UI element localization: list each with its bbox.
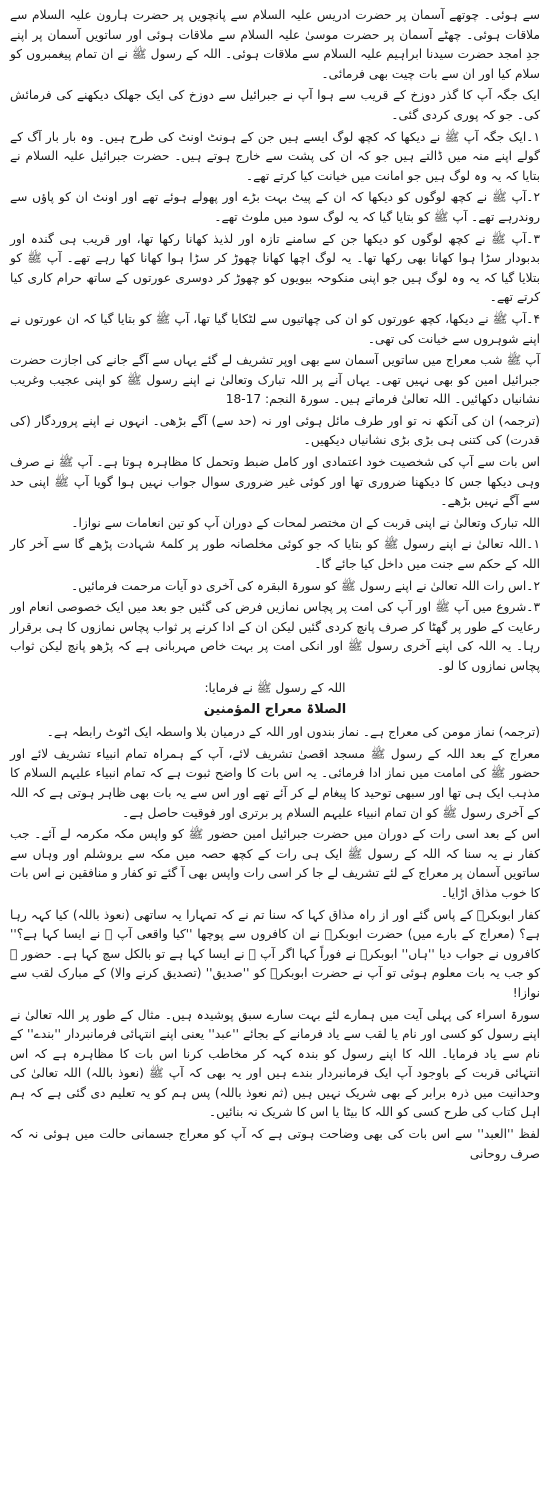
paragraph: اس بات سے آپ کی شخصیت خود اعتمادی اور کامل ضبط وتحمل کا مظاہرہ ہوتا ہے۔ آپ ﷺ نے صرف وہی دیکھا جس کا دیکھنا ضروری تھا اور کوئی غیر ضروری سوال جواب نہیں ہوا گویا آپ ﷺ اپنی حد سے آگے نہیں بڑھے۔ bbox=[10, 455, 540, 509]
paragraph: اللہ کے رسول ﷺ نے فرمایا: bbox=[204, 680, 346, 695]
paragraph: ۳۔آپ ﷺ نے کچھ لوگوں کو دیکھا جن کے سامنے تازہ اور لذیذ کھانا رکھا تھا، اور قریب ہی گندہ اور بدبودار سڑا ہوا کھانا بھی رکھا تھا۔ یہ لوگ اچھا کھانا چھوڑ کر سڑا ہوا کھانا کھا رہے تھے۔ آپ ﷺ کو بتلایا گیا کہ یہ وہ لوگ ہیں جو اپنی منکوحہ بیویوں کو چھوڑ کر دوسری عورتوں کے ساتھ حرام کاری کیا کرتے تھے۔ bbox=[10, 231, 540, 305]
paragraph: اس کے بعد اسی رات کے دوران میں حضرت جبرائیل امین حضور ﷺ کو واپس مکہ مکرمہ لے آئے۔ جب کفار نے یہ سنا کہ اللہ کے رسول ﷺ ایک ہی رات کے کچھ حصہ میں مکہ سے یروشلم اور وہاں سے ساتویں آسمان پر معراج کے لئے تشریف لے جا کر اسی رات واپس بھی آ گئے تو کفار و منافقین نے اس بات کا خوب مذاق اڑایا۔ bbox=[10, 827, 540, 900]
paragraph: معراج کے بعد اللہ کے رسول ﷺ مسجد اقصیٰ تشریف لائے، آپ کے ہمراہ تمام انبیاء تشریف لائے اور حضور ﷺ کی امامت میں نماز ادا فرمائی۔ یہ اس بات کا واضح ثبوت ہے کہ تمام انبیاء علیہم السلام کا مذہب ایک ہی تھا اور سبھی توحید کا پیغام لے کر آئے تھے اور اس سے یہ بات بھی ظاہر ہوتی ہے کہ اللہ کے آخری رسول ﷺ کو ان تمام انبیاء علیہم السلام پر برتری اور فوقیت حاصل ہے۔ bbox=[10, 746, 540, 820]
section-heading: الصلاۃ معراج المؤمنین bbox=[203, 702, 347, 718]
paragraph: ۴۔آپ ﷺ نے دیکھا، کچھ عورتوں کو ان کی چھاتیوں سے لٹکایا گیا تھا، آپ ﷺ کو بتایا گیا کہ ان عورتوں نے اپنے شوہروں سے خیانت کی تھی۔ bbox=[10, 311, 540, 346]
paragraph: کفار ابوبکرؓ کے پاس گئے اور از راہ مذاق کہا کہ سنا تم نے کہ تمہارا یہ ساتھی (نعوذ باللہ) کیا کہہ رہا ہے؟ (معراج کے بارے میں) حضرت ابوبکرؓ نے ان کافروں سے پوچھا ''کیا واقعی آپ ﷺ نے ایسا کہا ہے؟'' کافروں نے جواب دیا ''ہاں'' ابوبکرؓ نے فوراً کہا اگر آپ ﷺ نے ایسا کہا ہے تو بالکل سچ کہا ہے۔ حضور ﷺ کو جب یہ بات معلوم ہوئی تو آپ نے حضرت ابوبکرؓ کو ''صدیق'' (تصدیق کرنے والا) کے مبارک لقب سے نوازا! bbox=[10, 907, 540, 1000]
paragraph: سورۃ اسراء کی پہلی آیت میں ہمارے لئے بہت سارے سبق پوشیدہ ہیں۔ مثال کے طور پر اللہ تعالیٰ نے اپنے رسول کو کسی اور نام یا لقب سے یاد فرمانے کے بجائے ''عبد'' یعنی اپنے انتہائی فرمانبردار ''بندے'' کے نام سے یاد فرمایا۔ اللہ کا اپنے رسول کو بندہ کہہ کر مخاطب کرنا اس بات کا مظاہرہ ہے کہ اس انتہائی قربت کے باوجود آپ ایک فرمانبردار بندے ہیں اور یہ بھی کہ آپ ﷺ (نعوذ باللہ) اللہ تعالیٰ کی وحدانیت میں ذرہ برابر کے بھی شریک نہیں ہیں (ثم نعوذ باللہ) پس ہم کو یہ تعلیم دی گئی ہے کہ ہم اہل کتاب کی طرح کسی کو اللہ کا بیٹا یا اس کا شریک نہ بنائیں۔ bbox=[10, 1007, 540, 1120]
paragraph: ایک جگہ آپ کا گذر دوزخ کے قریب سے ہوا آپ نے جبرائیل سے دوزخ کی ایک جھلک دیکھنے کی فرمائش کی۔ جو کہ پوری کردی گئی۔ bbox=[10, 88, 540, 122]
paragraph: سے ہوئی۔ چوتھے آسمان پر حضرت ادریس علیہ السلام سے پانچویں پر حضرت ہارون علیہ السلام سے ملاقات ہوئی۔ چھٹے آسمان پر حضرت موسیٰ علیہ السلام سے ملاقات ہوئی اور ساتویں آسمان پر اپنے جدِ امجد حضرت سیدنا ابراہیم علیہ السلام سے ملاقات ہوئی۔ اللہ کے رسول ﷺ نے ان تمام پیغمبروں کو سلام کیا اور ان سے بات چیت بھی فرمائی۔ bbox=[10, 8, 540, 81]
paragraph: (ترجمہ) ان کی آنکھ نہ تو اور طرف مائل ہوئی اور نہ (حد سے) آگے بڑھی۔ انہوں نے اپنے پروردگار (کی قدرت) کی کتنی ہی بڑی بڑی نشانیاں دیکھیں۔ bbox=[10, 413, 540, 448]
paragraph: ۳۔شروع میں آپ ﷺ اور آپ کی امت پر پچاس نمازیں فرض کی گئیں جو بعد میں ایک خصوصی انعام اور رعایت کے طور پر گھٹا کر صرف پانچ کردی گئیں لیکن ان کے ادا کرنے پر ثواب پچاس نمازوں کا ہی برقرار رہا۔ یہ اللہ کی اپنے آخری رسول ﷺ اور انکی امت پر بہت خاص مہربانی ہے کہ پڑھو پانچ لیکن ثواب پچاس نمازوں کا لو۔ bbox=[10, 600, 540, 673]
paragraph: اللہ تبارک وتعالیٰ نے اپنی قربت کے ان مختصر لمحات کے دوران آپ کو تین انعامات سے نوازا۔ bbox=[71, 515, 540, 530]
paragraph: ۲۔آپ ﷺ نے کچھ لوگوں کو دیکھا کہ ان کے پیٹ بہت بڑے اور پھولے ہوئے تھے اور اونٹ ان کو پاؤں سے روندرہے تھے۔ آپ ﷺ کو بتایا گیا کہ یہ لوگ سود میں ملوث تھے۔ bbox=[10, 190, 540, 224]
paragraph: ۱۔ایک جگہ آپ ﷺ نے دیکھا کہ کچھ لوگ ایسے ہیں جن کے ہونٹ اونٹ کی طرح ہیں۔ وہ بار بار آگ کے گولے اپنے منہ میں ڈالتے ہیں جو کہ ان کی پشت سے خارج ہوتے ہیں۔ حضرت جبرائیل علیہ السلام نے بتایا کہ یہ وہ لوگ ہیں جو امانت میں خیانت کیا کرتے تھے۔ bbox=[10, 129, 540, 183]
paragraph: آپ ﷺ شب معراج میں ساتویں آسمان سے بھی اوپر تشریف لے گئے یہاں سے آگے جانے کی اجازت حضرت جبرائیل امین کو بھی نہیں تھی۔ یہاں آنے پر اللہ تبارک وتعالیٰ نے اپنے رسول ﷺ کو اپنی عجیب وغریب نشانیاں دکھائیں۔ اللہ تعالیٰ فرماتے ہیں۔ سورۃ النجم: 17-18 bbox=[10, 353, 540, 407]
paragraph: (ترجمہ) نماز مومن کی معراج ہے۔ نماز بندوں اور اللہ کے درمیان بلا واسطہ ایک اٹوٹ رابطہ ہے۔ bbox=[46, 725, 540, 740]
paragraph: ۲۔اس رات اللہ تعالیٰ نے اپنے رسول ﷺ کو سورۃ البقرہ کی آخری دو آیات مرحمت فرمائیں۔ bbox=[71, 578, 540, 593]
paragraph: لفظ ''العبد'' سے اس بات کی بھی وضاحت ہوتی ہے کہ آپ کو معراج جسمانی حالت میں ہوئی نہ کہ صرف روحانی bbox=[10, 1127, 540, 1161]
paragraph: ۱۔اللہ تعالیٰ نے اپنے رسول ﷺ کو بتایا کہ جو کوئی مخلصانہ طور پر کلمۂ شہادت پڑھے گا سے آخر کار اللہ کے حکم سے جنت میں داخل کیا جائے گا۔ bbox=[10, 537, 540, 572]
